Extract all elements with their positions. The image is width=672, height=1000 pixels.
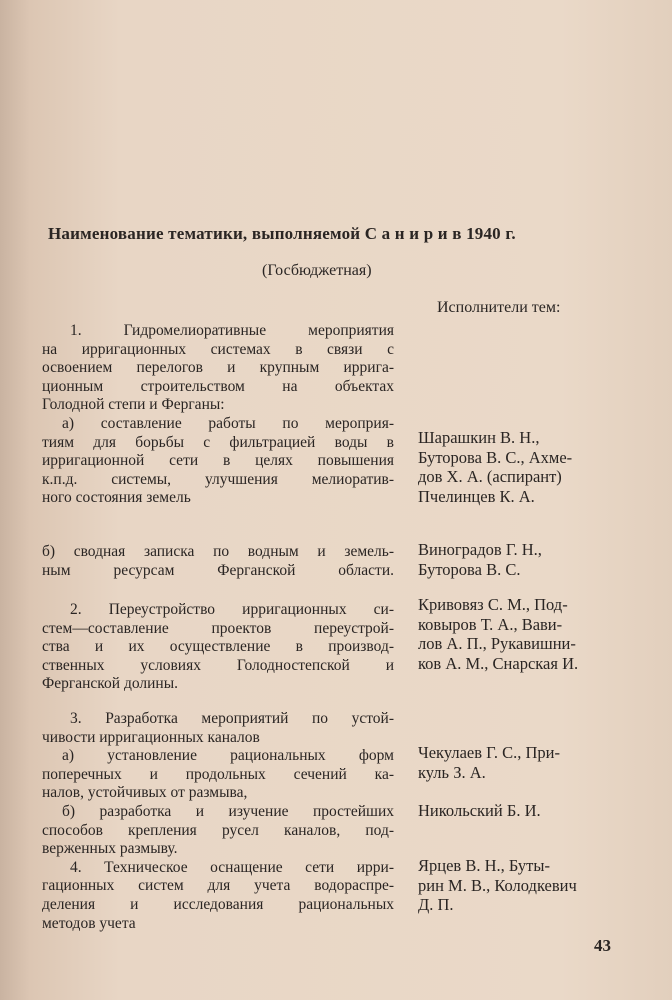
text-line: б) разработка и изучение простейших [62, 802, 394, 820]
text-line: методов учета [42, 914, 136, 932]
text-line: Пчелинцев К. А. [418, 486, 535, 506]
text-line: куль З. А. [418, 762, 486, 782]
text-line: 1. Гидромелиоративные мероприятия [70, 322, 394, 339]
page-title: Наименование тематики, выполняемой С а н и р и в 1940 г. [48, 224, 516, 243]
text-line: поперечных и продольных сечений ка- [42, 765, 394, 783]
text-line: 3. Разработка мероприятий по устой- [70, 710, 394, 727]
text-line: Буторова В. С., Ахме- [418, 447, 573, 467]
text-line: ковыров Т. А., Вави- [418, 614, 563, 634]
text-line: освоением перелогов и крупным ирригa- [42, 359, 394, 377]
text-line: дов Х. А. (аспирант) [418, 467, 562, 486]
text-line: ционным строительством на объектах [42, 377, 394, 395]
text-line: Голодной степи и Ферганы: [42, 396, 225, 414]
text-line: Ярцев В. Н., Буты- [418, 856, 550, 875]
text-line: к.п.д. системы, улучшения мелиоратив- [42, 470, 394, 488]
executors-header: Исполнители тем: [437, 299, 561, 316]
text-line: рин М. В., Колодкевич [418, 875, 577, 895]
text-line: деления и исследования рациональных [42, 895, 394, 913]
executors-1b [418, 540, 628, 579]
text-line: Никольский Б. И. [418, 801, 541, 820]
text-line: Кривовяз С. М., Под- [418, 595, 568, 614]
text-line: 2. Переустройство ирригационных си- [70, 601, 394, 618]
text-line: Шарашкин В. Н., [418, 428, 540, 447]
text-line: на ирригационных системах в связи с [42, 340, 394, 358]
text-line: налов, устойчивых от размыва, [42, 784, 248, 802]
executors-4 [418, 856, 628, 915]
text-line: чивости ирригационных каналов [42, 728, 260, 746]
executors-3b [418, 801, 628, 821]
text-line: ного состояния земель [42, 489, 191, 507]
text-line: ным ресурсам Ферганской области. [42, 561, 394, 579]
executors-3a [418, 743, 628, 782]
text-line: а) установление рациональных форм [62, 747, 394, 765]
text-line: стем—составление проектов переустрой- [42, 619, 394, 637]
text-line: лов А. П., Рукавишни- [418, 634, 576, 653]
text-line: гационных систем для учета водораспре- [42, 877, 394, 895]
topic-2-block [42, 601, 394, 694]
topic-3-4-block [42, 710, 394, 933]
topic-1b-block [42, 543, 394, 580]
text-line: б) сводная записка по водным и земель- [42, 543, 394, 560]
text-line: 4. Техническое оснащение сети ирри- [70, 858, 394, 876]
text-line: верженных размыву. [42, 840, 178, 858]
executors-2 [418, 595, 628, 673]
text-line: ков А. М., Снарская И. [418, 653, 579, 673]
topic-1-block [42, 322, 394, 508]
text-line: ства и их осуществление в производ- [42, 638, 394, 656]
executors-1a [418, 428, 628, 506]
page-number: 43 [594, 936, 611, 955]
text-line: Виноградов Г. Н., [418, 540, 542, 559]
text-line: Ферганской долины. [42, 675, 178, 693]
text-line: ирригационной сети в целях повышения [42, 452, 394, 470]
text-line: способов крепления русел каналов, под- [42, 821, 394, 839]
text-line: Чекулаев Г. С., При- [418, 743, 560, 762]
text-line: Буторова В. С. [418, 559, 521, 579]
funding-subtitle: (Госбюджетная) [262, 262, 372, 279]
text-line: а) составление работы по мероприя- [62, 414, 394, 432]
text-line: тиям для борьбы с фильтрацией воды в [42, 433, 394, 451]
text-line: ственных условиях Голодностепской и [42, 656, 394, 674]
text-line: Д. П. [418, 895, 454, 914]
